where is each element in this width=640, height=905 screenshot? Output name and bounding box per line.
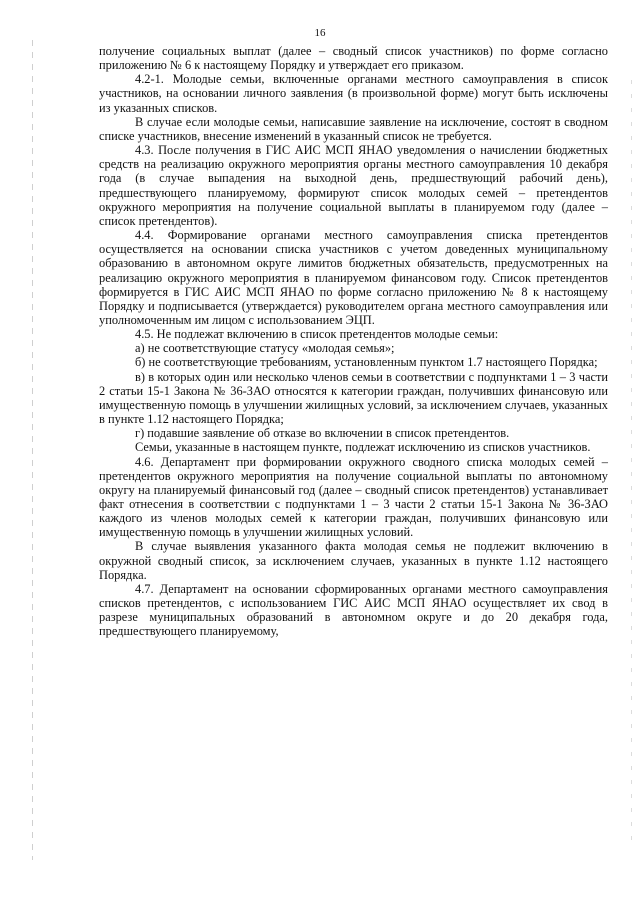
paragraph: 4.5. Не подлежат включению в список претендентов молодые семьи:: [135, 327, 499, 342]
paragraph: 4.3. После получения в ГИС АИС МСП ЯНАО уведомления о начислении бюджетных средств на реализацию окружного мероприятия органы местного самоуправления 10 декабря года (в случае выпадения на выходной день, предшествующий рабочий день), предшествующего планируемому, формируют список молодых семей – претендентов окружного мероприятия на получение социальной выплаты в планируемом году (далее – список претендентов).: [99, 143, 608, 228]
list-item: г) подавшие заявление об отказе во включении в список претендентов.: [135, 426, 510, 441]
paragraph: 4.6. Департамент при формировании окружного сводного списка молодых семей – претендентов окружного мероприятия на получение социальной выплаты по автономному округу на планируемый финансовый год (далее – сводный список претендентов) устанавливает факт отнесения в соответствии с подпунктами 1 – 3 части 2 статьи 15-1 Закона № 36-ЗАО каждого из членов молодых семей к категории граждан, получивших финансовую или имущественную помощь в улучшении жилищных условий.: [99, 454, 608, 540]
list-item: б) не соответствующие требованиям, установленным пунктом 1.7 настоящего Порядка;: [135, 355, 598, 370]
paragraph: 4.4. Формирование органами местного самоуправления списка претендентов осуществляется на основании списка участников с учетом доведенных муниципальному образованию в автономном округе лимитов бюджетных обязательств, предусмотренных на реализацию окружного мероприятия в планируемом финансовом году. Список претендентов формируется в ГИС АИС МСП ЯНАО по форме согласно приложению № 8 к настоящему Порядку и подписывается (утверждается) руководителем органа местного самоуправления или уполномоченным им лицом с использованием ЭЦП.: [99, 228, 608, 327]
scan-margin-line-right: [631, 80, 632, 840]
document-body: [99, 44, 608, 639]
page-number: 16: [314, 27, 326, 39]
paragraph: В случае если молодые семьи, написавшие заявление на исключение, состоят в сводном списке участников, внесение изменений в указанный список не требуется.: [99, 114, 608, 143]
paragraph: 4.2-1. Молодые семьи, включенные органами местного самоуправления в список участников, на основании личного заявления (в произвольной форме) могут быть исключены из указанных списков.: [99, 72, 608, 115]
paragraph: В случае выявления указанного факта молодая семья не подлежит включению в окружной сводный список, за исключением случаев, указанных в пункте 1.12 настоящего Порядка.: [99, 539, 608, 582]
paragraph: 4.7. Департамент на основании сформированных органами местного самоуправления списков претендентов, с использованием ГИС АИС МСП ЯНАО осуществляет их свод в разрезе муниципальных образований в автономном округе и до 20 декабря года, предшествующего планируемому,: [99, 581, 608, 639]
scan-margin-line: [32, 40, 33, 860]
list-item: в) в которых один или несколько членов семьи в соответствии с подпунктами 1 – 3 части 2 статьи 15-1 Закона № 36-ЗАО относятся к категории граждан, получивших финансовую или имущественную помощь в улучшении жилищных условий, за исключением случаев, указанных в пункте 1.12 настоящего Порядка;: [99, 369, 608, 427]
paragraph: Семьи, указанные в настоящем пункте, подлежат исключению из списков участников.: [135, 440, 591, 455]
paragraph: получение социальных выплат (далее – сводный список участников) по форме согласно приложению № 6 к настоящему Порядку и утверждает его приказом.: [99, 44, 608, 73]
list-item: а) не соответствующие статусу «молодая семья»;: [135, 341, 395, 356]
